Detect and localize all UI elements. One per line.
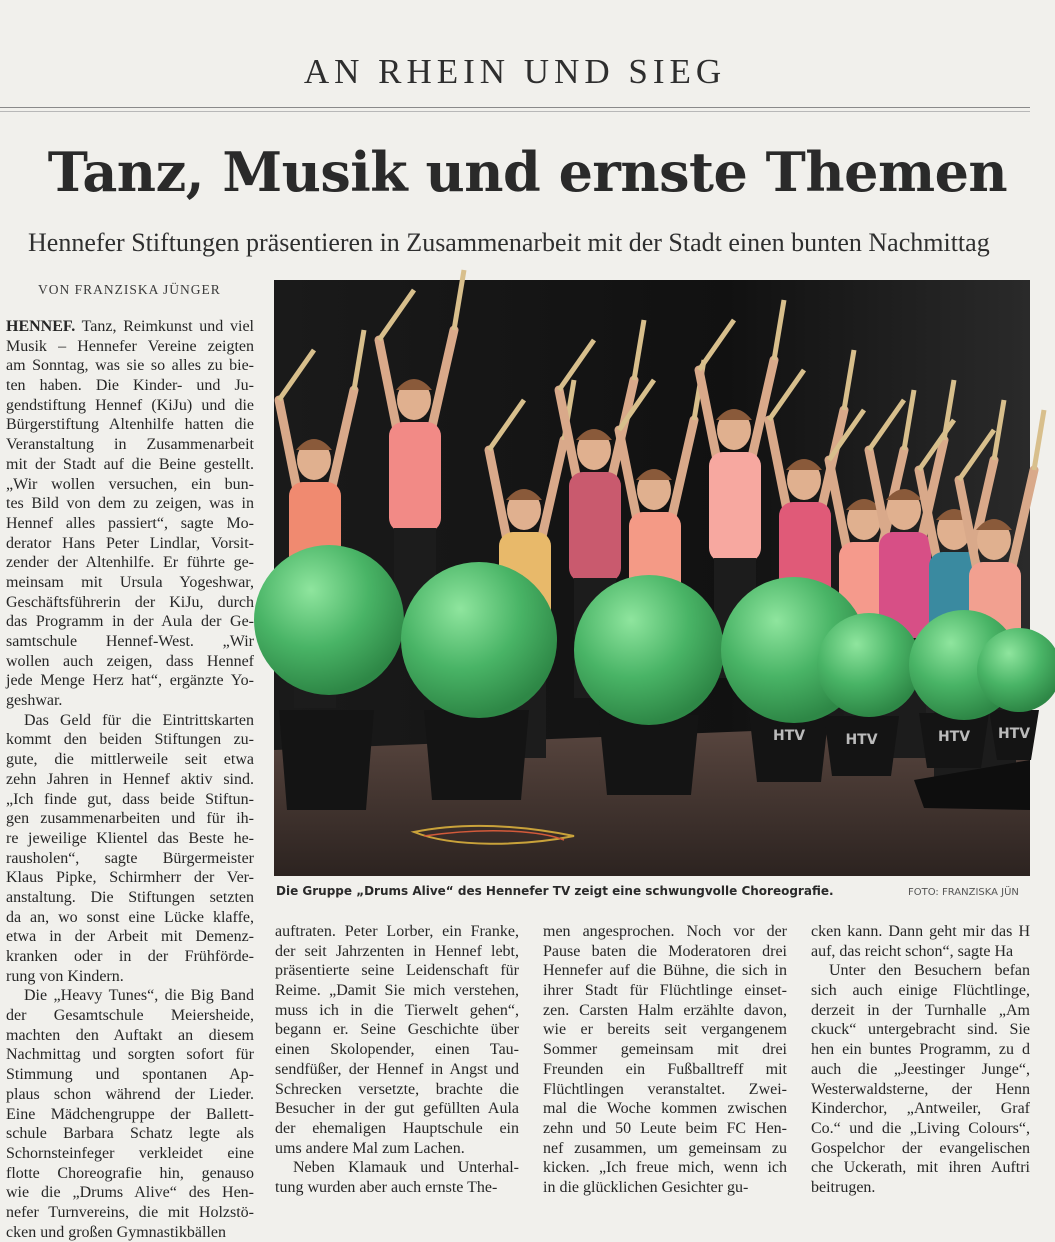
article-line: Co.“ und die „Living Colours“,	[811, 1119, 1030, 1137]
article-line: etwa in der Arbeit mit Demenz-	[6, 928, 254, 946]
article-line: zender der Altenhilfe. Er führte ge-	[6, 554, 254, 572]
article-line: samtschule Hennef-West. „Wir	[6, 633, 254, 650]
article-line: kranken oder in der Frühförde-	[6, 948, 254, 965]
article-column-4	[811, 922, 1030, 1200]
article-line: mal die Woche kommen zwischen	[543, 1100, 787, 1118]
article-line: men angesprochen. Noch vor der	[543, 923, 787, 940]
article-line: Freunden ein Fußballtreff mit	[543, 1060, 787, 1078]
article-line: „Ich finde gut, dass beide Stiftun-	[6, 790, 254, 808]
article-column-1	[6, 317, 254, 1241]
article-line: hen ein buntes Programm, zu d	[811, 1041, 1030, 1059]
header-rule-secondary	[0, 111, 1030, 112]
photo-caption: Die Gruppe „Drums Alive“ des Hennefer TV zeigt eine schwungvolle Choreografie.	[276, 884, 834, 898]
byline: VON FRANZISKA JÜNGER	[38, 282, 221, 297]
article-line: sich auch einige Flüchtlinge,	[811, 982, 1030, 1000]
article-line: zehn Jahren in Hennef aktiv sind.	[6, 770, 254, 788]
article-column-3	[543, 922, 787, 1200]
header-rule	[0, 107, 1030, 108]
article-line: Nachmittag und sorgten sofort für	[6, 1046, 254, 1064]
article-line: wie die „Drums Alive“ des Hen-	[6, 1184, 254, 1202]
article-line: zehn und 50 Leute beim FC Hen-	[543, 1119, 787, 1137]
article-line: meinsam mit Ursula Yogeshwar,	[6, 573, 254, 591]
article-line: derator Hans Peter Lindlar, Vorsit-	[6, 534, 254, 552]
article-line: beitrugen.	[811, 1178, 876, 1196]
article-line: Sommer gemeinsam mit drei	[543, 1041, 787, 1059]
dateline: HENNEF.	[6, 318, 76, 335]
bucket-logo: HTV	[997, 726, 1031, 742]
article-line: der ehemaligen Hauptschule ein	[275, 1119, 519, 1137]
drumstick	[1034, 410, 1044, 470]
article-line: auch die „Jeestinger Junge“,	[811, 1060, 1030, 1078]
article-line: HENNEF. Tanz, Reimkunst und viel	[6, 318, 254, 335]
article-line: Stimmung und spontanen Ap-	[6, 1066, 254, 1084]
article-line: ten haben. Die Kinder- und Ju-	[6, 377, 254, 395]
bucket	[279, 710, 374, 810]
article-line: ihrer Stadt für Flüchtlinge einset-	[543, 982, 787, 1000]
article-line: jede Menge Herz hat“, ergänzte Yo-	[6, 672, 254, 690]
gymnastic-ball	[574, 575, 724, 725]
article-line: derzeit in der Turnhalle „Am	[811, 1001, 1030, 1019]
article-line: gen zusammenarbeiten und für ih-	[6, 810, 254, 828]
section-title: AN RHEIN UND SIEG	[303, 52, 727, 91]
article-line: Besucher in der gut gefüllten Aula	[275, 1100, 519, 1118]
article-line: auftraten. Peter Lorber, ein Franke,	[275, 923, 519, 940]
article-line: da an, wo sonst eine Lücke klaffe,	[6, 908, 254, 926]
article-line: Das Geld für die Eintrittskarten	[24, 711, 254, 729]
bucket-logo: HTV	[845, 732, 878, 748]
article-line: re jeweilige Klientel das Beste he-	[6, 829, 254, 847]
article-line: präsentierte seine Leidenschaft für	[275, 962, 519, 980]
article-line: Flüchtlingen veranstaltet. Zwei-	[543, 1080, 787, 1098]
article-line: gendstiftung Hennef (KiJu) und die	[6, 396, 254, 414]
article-line: Eine Mädchengruppe der Ballett-	[6, 1105, 254, 1123]
article-line: ckuck“ untergebracht sind. Sie	[811, 1021, 1030, 1039]
article-line: geshwar.	[6, 692, 63, 710]
article-line: ums andere Mal zum Lachen.	[275, 1139, 465, 1157]
article-line: der seit Jahrzenten in Hennef lebt,	[275, 942, 519, 960]
article-photo	[274, 280, 1030, 876]
article-line: cken und großen Gymnastikbällen	[6, 1223, 226, 1241]
article-line: auf, das reicht schon“, sagte Ha	[811, 942, 1014, 960]
article-line: nefer Turnvereins, die mit Holzstö-	[6, 1203, 254, 1221]
article-line: anstaltung. Die Stiftungen setzten	[6, 888, 254, 906]
subheadline: Hennefer Stiftungen präsentieren in Zusammenarbeit mit der Stadt einen bunten Nachmittag	[28, 228, 990, 257]
article-line: tes Bild von dem zu zeigen, was in	[6, 495, 254, 513]
article-line: Geschäftsführerin der KiJu, durch	[6, 593, 254, 611]
article-line: Bürgerstiftung Altenhilfe hatten die	[6, 416, 254, 434]
article-line: wollen auch zeigen, dass Hennef	[6, 652, 254, 670]
article-line: mit der Stadt auf die Beine gestellt.	[6, 455, 254, 473]
article-line: Westerwaldsterne, der Henn	[811, 1080, 1030, 1098]
article-line: Reime. „Damit Sie mich verstehen,	[275, 982, 519, 1000]
article-line: Pause baten die Moderatoren drei	[543, 942, 787, 960]
article-line: das Programm in der Aula der Ge-	[6, 613, 254, 631]
article-line: flotte Choreografie hin, genauso	[6, 1164, 254, 1182]
article-line: einen Skolopender, einen Tau-	[275, 1041, 519, 1059]
bucket-logo: HTV	[937, 729, 971, 745]
article-line: plaus schon während der Lieder.	[6, 1085, 254, 1103]
article-line: tung wurden aber auch ernste The-	[275, 1178, 498, 1196]
dancer-shirt	[389, 422, 441, 532]
gymnastic-ball	[254, 545, 404, 695]
article-line: Veranstaltung in Zusammenarbeit	[6, 436, 254, 454]
article-line: Unter den Besuchern befan	[829, 962, 1030, 980]
article-line: muss ich in die Tierwelt gehen“,	[275, 1001, 519, 1019]
article-line: kicken. „Ich freue mich, wenn ich	[543, 1159, 787, 1177]
article-line: cken kann. Dann geht mir das H	[811, 923, 1030, 940]
article-line: sendfüßer, der Hennef in Angst und	[275, 1060, 519, 1078]
photo-drums-alive-scene	[274, 280, 1030, 876]
article-line: Hennefer auf die Bühne, die sich in	[543, 962, 787, 980]
article-line: begann er. Seine Geschichte über	[275, 1021, 519, 1039]
article-line: der Gesamtschule Meiersheide,	[6, 1007, 254, 1025]
article-line: Gospelchor der evangelischen	[811, 1139, 1030, 1157]
gymnastic-ball	[401, 562, 557, 718]
article-line: nef zusammen, um gemeinsam zu	[543, 1139, 787, 1157]
article-line: wie er bereits seit vergangenem	[543, 1021, 787, 1039]
article-line: in die glücklichen Gesichter gu-	[543, 1178, 749, 1196]
headline: Tanz, Musik und ernste Themen	[47, 140, 1008, 204]
dancer-shirt	[709, 452, 761, 562]
article-line: Neben Klamauk und Unterhal-	[293, 1159, 519, 1177]
article-line: machten den Auftakt an diesem	[6, 1026, 254, 1044]
article-line: Kinderchor, „Antweiler, Graf	[811, 1100, 1030, 1118]
article-line: schule Barbara Schatz legte als	[6, 1125, 254, 1143]
article-line: Schornsteinfeger verkleidet eine	[6, 1144, 254, 1162]
photo-credit: FOTO: FRANZISKA JÜN	[908, 887, 1019, 898]
article-line: Klaus Pipke, Schirmherr der Ver-	[6, 869, 254, 887]
article-line: Schrecken versetzte, brachte die	[275, 1080, 519, 1098]
article-line: Hennef alles passiert“, sagte Mo-	[6, 514, 254, 532]
article-line: gute, die mittlerweile seit etwa	[6, 751, 254, 769]
article-line: „Wir wollen versuchen, ein bun-	[6, 475, 254, 493]
gymnastic-ball	[817, 613, 921, 717]
article-line: rung von Kindern.	[6, 967, 124, 985]
article-line: am Sonntag, was sie so alles zu bie-	[6, 357, 254, 375]
article-line: zen. Carsten Halm erzählte davon,	[543, 1001, 787, 1019]
bucket	[424, 710, 529, 800]
bucket-logo: HTV	[772, 728, 806, 744]
article-column-2	[275, 922, 519, 1200]
article-line: Die „Heavy Tunes“, die Big Band	[24, 987, 254, 1005]
article-line: rausholen“, sagte Bürgermeister	[6, 849, 254, 867]
bucket	[599, 715, 699, 795]
article-line: Musik – Hennefer Vereine zeigten	[6, 337, 254, 355]
article-line: kommt den beiden Stiftungen zu-	[6, 731, 254, 749]
dancer-shirt	[569, 472, 621, 582]
article-line: che Uckerath, mit ihren Auftri	[811, 1159, 1030, 1177]
